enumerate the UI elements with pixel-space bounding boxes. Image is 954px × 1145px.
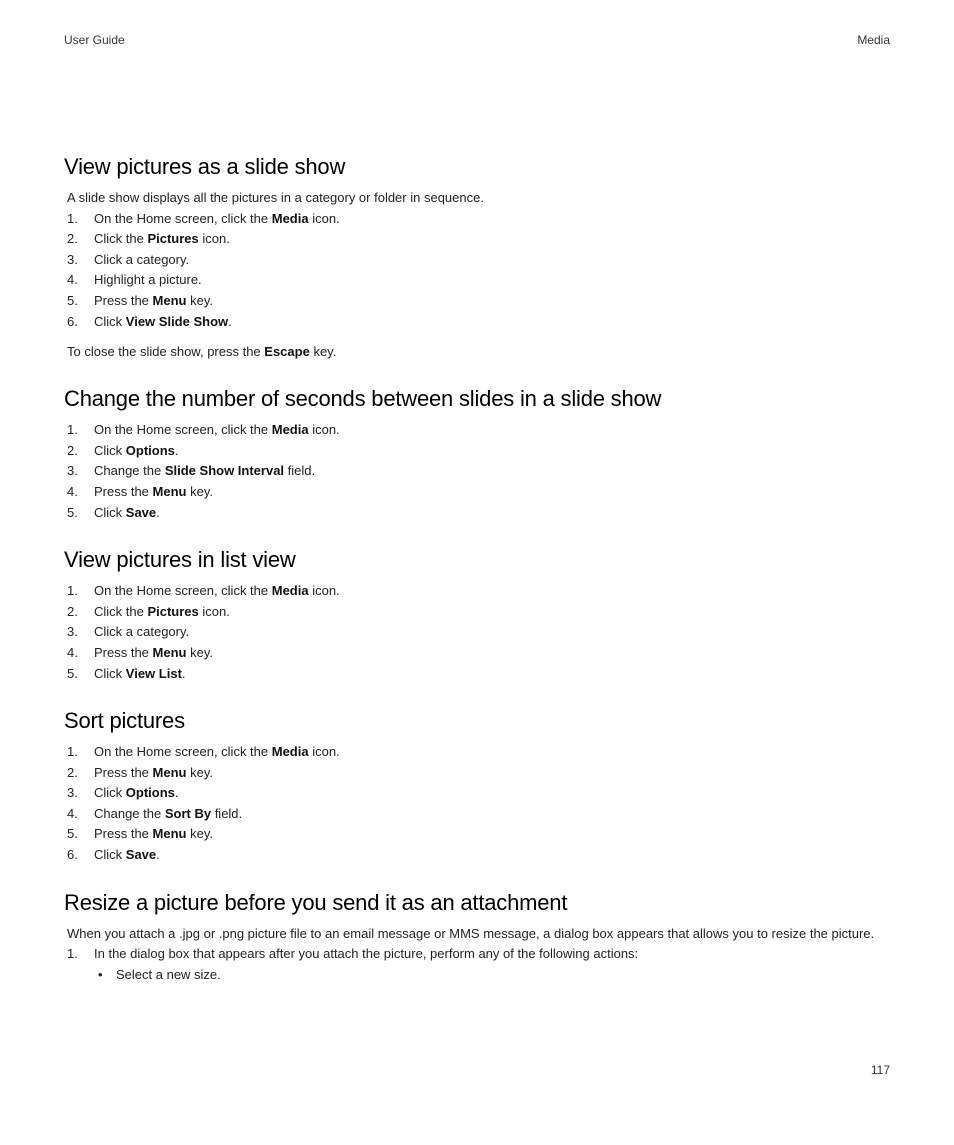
section-list-view	[64, 545, 894, 684]
step-text: Click the	[94, 231, 148, 247]
step-item	[64, 312, 894, 333]
step-text: Highlight a picture.	[94, 272, 202, 288]
step-text: Press the	[94, 644, 153, 660]
section-heading: Sort pictures	[64, 708, 185, 734]
section-intro: When you attach a .jpg or .png picture file to an email message or MMS message, a dialog box appears that allows you to resize the picture.	[67, 925, 875, 941]
step-number: 5.	[67, 504, 78, 520]
step-ui-term: View Slide Show	[125, 313, 229, 329]
step-ui-term: Media	[271, 210, 309, 226]
step-number: 1.	[67, 744, 78, 760]
step-item	[64, 461, 894, 482]
step-text-end: key.	[186, 764, 213, 780]
sub-bullet-text: Select a new size.	[116, 966, 221, 982]
step-item	[64, 643, 894, 664]
step-ui-term: Menu	[152, 644, 187, 660]
step-number: 4.	[67, 805, 78, 821]
sub-bullet-item	[94, 965, 894, 986]
step-ui-term: Sort By	[164, 805, 212, 821]
step-item	[64, 270, 894, 291]
step-number: 2.	[67, 603, 78, 619]
step-number: 2.	[67, 231, 78, 247]
step-text-end: field.	[211, 805, 243, 821]
step-number: 3.	[67, 624, 78, 640]
step-text-end: icon.	[308, 744, 340, 760]
step-text-end: .	[181, 665, 186, 681]
step-item	[64, 783, 894, 804]
step-text-end: icon.	[308, 210, 340, 226]
step-number: 2.	[67, 442, 78, 458]
section-slide-show	[64, 152, 894, 362]
section-note	[67, 342, 894, 362]
step-item	[64, 602, 894, 623]
step-item	[64, 441, 894, 462]
section-slide-interval	[64, 384, 894, 523]
section-heading: Change the number of seconds between slides in a slide show	[64, 386, 662, 412]
header-document-title: User Guide	[64, 33, 125, 47]
step-text: Change the	[94, 463, 165, 479]
steps-list	[64, 742, 894, 866]
step-item	[64, 824, 894, 845]
step-text: Click	[94, 442, 126, 458]
step-number: 1.	[67, 210, 78, 226]
step-ui-term: Slide Show Interval	[164, 463, 285, 479]
step-text-end: field.	[284, 463, 316, 479]
step-text-end: key.	[186, 826, 213, 842]
note-ui-term: Escape	[264, 344, 310, 360]
section-sort-pictures	[64, 706, 894, 866]
steps-list	[64, 944, 894, 965]
header-chapter-title: Media	[857, 33, 890, 47]
step-text: On the Home screen, click the	[94, 210, 272, 226]
note-text-end: key.	[309, 344, 337, 360]
step-text-end: key.	[186, 292, 213, 308]
step-text: Click a category.	[94, 624, 190, 640]
step-text: Click	[94, 313, 126, 329]
step-ui-term: View List	[125, 665, 182, 681]
step-text: Press the	[94, 292, 153, 308]
step-text: Click a category.	[94, 251, 190, 267]
step-number: 4.	[67, 272, 78, 288]
step-number: 6.	[67, 313, 78, 329]
step-ui-term: Options	[125, 785, 175, 801]
sub-bullet-list	[64, 965, 894, 986]
step-ui-term: Media	[271, 422, 309, 438]
step-ui-term: Options	[125, 442, 175, 458]
step-number: 5.	[67, 292, 78, 308]
step-ui-term: Media	[271, 744, 309, 760]
step-ui-term: Pictures	[147, 603, 199, 619]
step-text: Click	[94, 504, 126, 520]
step-number: 5.	[67, 665, 78, 681]
step-item	[64, 763, 894, 784]
step-text: Click the	[94, 603, 148, 619]
step-text: On the Home screen, click the	[94, 422, 272, 438]
step-number: 2.	[67, 764, 78, 780]
step-item	[64, 944, 894, 965]
steps-list	[64, 581, 894, 684]
step-text-end: key.	[186, 483, 213, 499]
step-ui-term: Media	[271, 583, 309, 599]
step-text-end: icon.	[198, 231, 230, 247]
step-number: 1.	[67, 946, 78, 962]
step-text-end: .	[174, 785, 179, 801]
step-text-end: key.	[186, 644, 213, 660]
step-number: 1.	[67, 422, 78, 438]
step-text: Press the	[94, 483, 153, 499]
step-item	[64, 742, 894, 763]
section-intro: A slide show displays all the pictures in a category or folder in sequence.	[67, 190, 484, 205]
step-item	[64, 845, 894, 866]
section-heading: View pictures in list view	[64, 547, 296, 573]
step-number: 6.	[67, 847, 78, 863]
step-item	[64, 622, 894, 643]
step-ui-term: Menu	[152, 764, 187, 780]
section-heading: Resize a picture before you send it as an attachment	[64, 889, 568, 915]
step-text: Press the	[94, 764, 153, 780]
step-text-end: icon.	[308, 422, 340, 438]
step-text: Click	[94, 665, 126, 681]
step-item	[64, 209, 894, 230]
step-text: On the Home screen, click the	[94, 744, 272, 760]
step-text-end: .	[228, 313, 232, 329]
step-text: Press the	[94, 826, 153, 842]
step-text-end: .	[174, 442, 179, 458]
step-item	[64, 503, 894, 524]
note-text: To close the slide show, press the	[67, 344, 265, 360]
step-text: Click	[94, 785, 126, 801]
step-ui-term: Menu	[152, 483, 187, 499]
step-ui-term: Pictures	[147, 231, 199, 247]
section-heading: View pictures as a slide show	[64, 154, 346, 179]
step-item	[64, 664, 894, 685]
step-number: 3.	[67, 463, 78, 479]
step-ui-term: Save	[125, 847, 157, 863]
step-item	[64, 804, 894, 825]
steps-list	[64, 209, 894, 333]
step-number: 3.	[67, 251, 78, 267]
step-text-end: .	[156, 504, 160, 520]
step-ui-term: Menu	[152, 826, 187, 842]
page-number: 117	[870, 1063, 890, 1077]
step-text: On the Home screen, click the	[94, 583, 272, 599]
step-text: Change the	[94, 805, 165, 821]
step-item	[64, 581, 894, 602]
step-item	[64, 482, 894, 503]
steps-list	[64, 420, 894, 523]
step-ui-term: Save	[125, 504, 157, 520]
step-number: 3.	[67, 785, 78, 801]
step-text-end: icon.	[308, 583, 340, 599]
step-item	[64, 291, 894, 312]
running-header	[64, 33, 890, 49]
step-item	[64, 420, 894, 441]
step-item	[64, 229, 894, 250]
step-number: 4.	[67, 644, 78, 660]
step-text: In the dialog box that appears after you attach the picture, perform any of the following actions:	[94, 946, 639, 962]
step-text-end: .	[156, 847, 160, 863]
step-item	[64, 250, 894, 271]
page-content	[64, 152, 894, 1007]
section-resize-picture	[64, 888, 894, 986]
step-number: 1.	[67, 583, 78, 599]
bullet-icon: •	[98, 966, 103, 982]
step-ui-term: Menu	[152, 292, 187, 308]
step-text-end: icon.	[198, 603, 230, 619]
step-number: 5.	[67, 826, 78, 842]
step-text: Click	[94, 847, 126, 863]
step-number: 4.	[67, 483, 78, 499]
